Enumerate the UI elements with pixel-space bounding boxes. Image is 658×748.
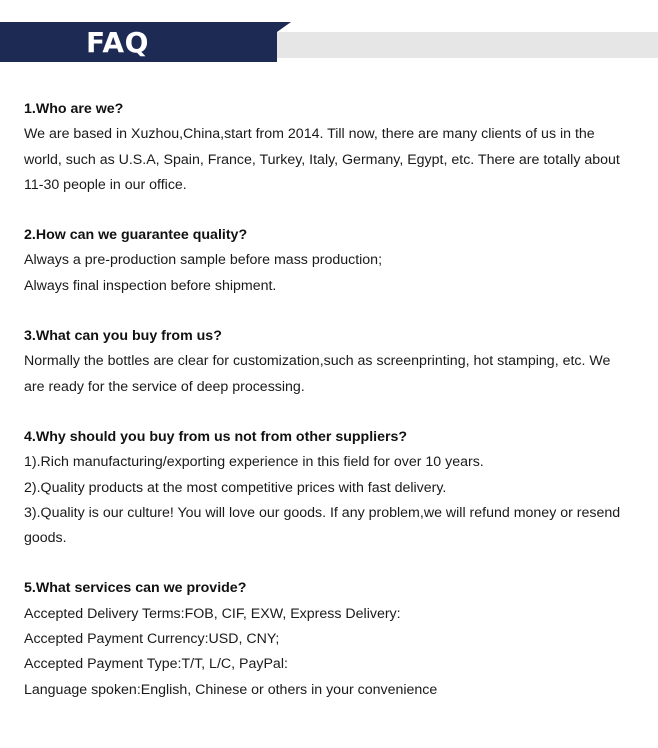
faq-item-why-buy-from-us [24, 425, 648, 551]
faq-answer-line: Normally the bottles are clear for customization,such as screenprinting, hot stamping, etc. We [24, 353, 611, 370]
faq-question: 3.What can you buy from us? [24, 328, 222, 345]
faq-answer-line: Accepted Payment Currency:USD, CNY; [24, 631, 280, 648]
faq-banner [0, 22, 658, 62]
faq-list [24, 97, 648, 728]
faq-answer-line: 1).Rich manufacturing/exporting experience in this field for over 10 years. [24, 454, 484, 471]
faq-answer-line: world, such as U.S.A, Spain, France, Turkey, Italy, Germany, Egypt, etc. There are totally about [24, 151, 620, 168]
faq-answer-line: We are based in Xuzhou,China,start from 2014. Till now, there are many clients of us in the [24, 126, 595, 143]
page-title: FAQ [86, 26, 149, 59]
banner-notch [277, 22, 291, 32]
faq-item-services [24, 576, 648, 702]
faq-answer-line: 3).Quality is our culture! You will love our goods. If any problem,we will refund money or resend [24, 504, 621, 521]
faq-item-what-to-buy [24, 324, 648, 400]
faq-answer-line: Accepted Delivery Terms:FOB, CIF, EXW, Express Delivery: [24, 605, 401, 622]
faq-question: 4.Why should you buy from us not from other suppliers? [24, 428, 408, 445]
faq-answer-line: goods. [24, 530, 67, 547]
faq-answer-line: Language spoken:English, Chinese or others in your convenience [24, 681, 438, 698]
faq-answer-line: Accepted Payment Type:T/T, L/C, PayPal: [24, 656, 288, 673]
banner-light-strip [276, 32, 658, 58]
faq-question: 2.How can we guarantee quality? [24, 227, 248, 244]
faq-answer-line: 2).Quality products at the most competitive prices with fast delivery. [24, 479, 447, 496]
faq-item-quality-guarantee [24, 223, 648, 299]
faq-answer-line: Always final inspection before shipment. [24, 277, 277, 294]
faq-item-who-are-we [24, 97, 648, 198]
faq-answer-line: Always a pre-production sample before mass production; [24, 252, 383, 269]
faq-question: 5.What services can we provide? [24, 580, 247, 597]
faq-question: 1.Who are we? [24, 101, 124, 117]
faq-answer-line: 11-30 people in our office. [24, 176, 187, 193]
banner-dark-block [0, 22, 277, 62]
faq-answer-line: are ready for the service of deep processing. [24, 378, 305, 395]
